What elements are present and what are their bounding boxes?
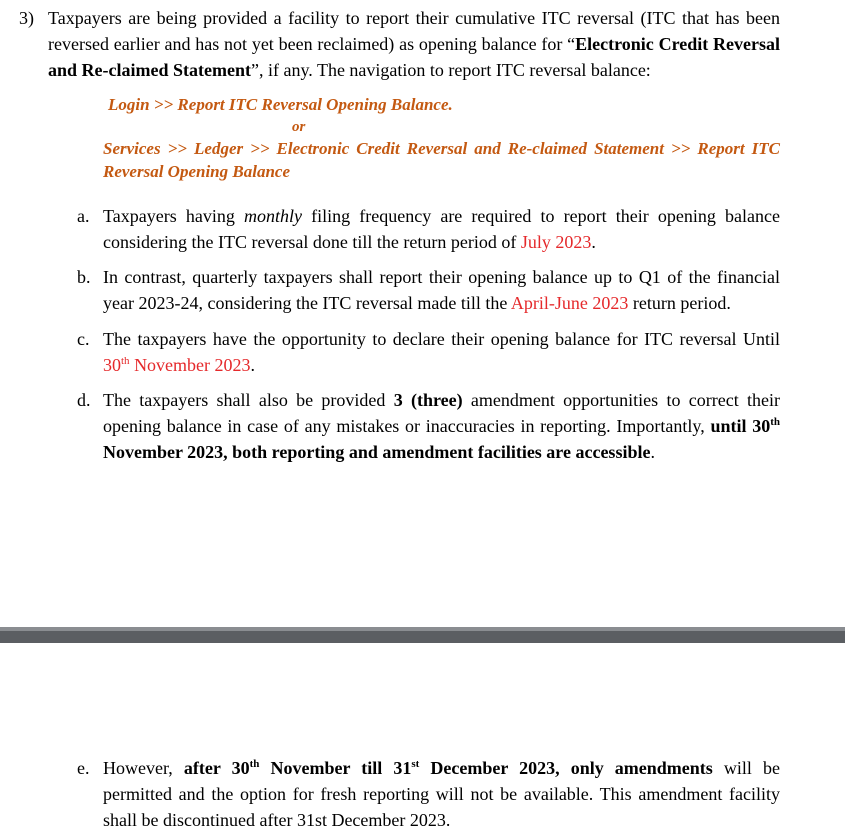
item-c-label: c. [77, 329, 90, 349]
item-e-text: However, after 30th November till 31st December 2023, only amendments will be permitted and the option for fresh reporting will not be available. This amendment facility shall be discontinued after 31st December 2023. [103, 758, 780, 830]
document-page-2 [0, 643, 845, 832]
item-b-text: In contrast, quarterly taxpayers shall report their opening balance up to Q1 of the financial year 2023-24, considering the ITC reversal made till the April-June 2023 return period. [103, 267, 780, 313]
highlight-deadline: 30th November 2023 [103, 355, 251, 375]
point-3-paragraph: Taxpayers are being provided a facility to report their cumulative ITC reversal (ITC that has been reversed earlier and has not yet been reclaimed) as opening balance for “Electronic Credit Reversal and Re-claimed Statement”, if any. The navigation to report ITC reversal balance: [48, 8, 780, 80]
item-a-label: a. [77, 206, 90, 226]
item-a-text: Taxpayers having monthly filing frequency are required to report their opening balance considering the ITC reversal done till the return period of July 2023. [103, 206, 780, 252]
item-b-label: b. [77, 267, 91, 287]
highlight-date: July 2023 [520, 232, 592, 252]
point-3-number: 3) [19, 8, 34, 28]
navigation-or: or [292, 119, 306, 135]
item-d-text: The taxpayers shall also be provided 3 (three) amendment opportunities to correct their opening balance in case of any mistakes or inaccuracies in reporting. Importantly, until 30th November 2023, both reporting and amendment facilities are accessible. [103, 390, 781, 462]
page-separator [0, 627, 845, 643]
item-c-text: The taxpayers have the opportunity to declare their opening balance for ITC reversal Until 30th November 2023. [103, 329, 780, 375]
item-e-label: e. [77, 758, 90, 778]
navigation-path-login: Login >> Report ITC Reversal Opening Balance. [108, 95, 453, 114]
navigation-path-services: Services >> Ledger >> Electronic Credit Reversal and Re-claimed Statement >> Report ITC Reversal Opening Balance [103, 139, 780, 181]
highlight-period: April-June 2023 [510, 293, 629, 313]
statement-name: Electronic Credit Reversal and Re-claimed Statement [48, 34, 780, 80]
item-d-label: d. [77, 390, 91, 410]
